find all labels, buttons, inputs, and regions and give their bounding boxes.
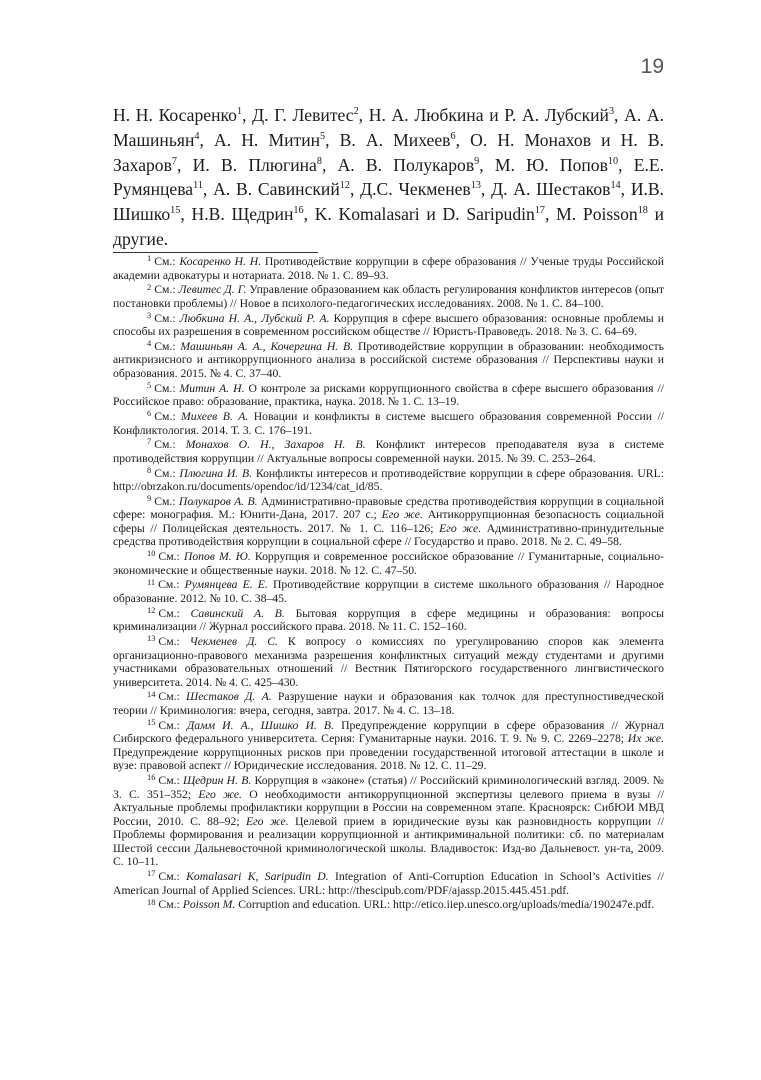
footnote-prefix: См.:: [154, 311, 180, 325]
footnote-author: Попов М. Ю.: [183, 550, 251, 564]
footnote-ref: 10: [607, 155, 619, 167]
footnote-text: О контроле за рисками коррупционного свойства в сфере высшего образования // Российское право: образование, практика, наука. 2018. № 1. С. 13–19.: [113, 381, 664, 409]
footnote-number: 8: [147, 464, 152, 475]
cited-author: М. Ю. Попов: [494, 154, 608, 175]
footnote-ref: 17: [534, 205, 545, 217]
footnote-prefix: См.:: [158, 898, 183, 912]
footnote-author: Дамм И. А., Шишко И. В.: [186, 718, 334, 732]
footnote-prefix: См.:: [154, 438, 186, 452]
cited-author: M. Poisson: [556, 204, 638, 225]
footnote-author: Митин А. Н.: [179, 381, 245, 395]
footnote: [113, 438, 664, 465]
footnote-author: Румянцева Е. Е.: [184, 578, 268, 592]
footnote-number: 16: [147, 772, 156, 783]
footnote-prefix: См.:: [154, 283, 179, 297]
body-paragraph: Н. Н. Косаренко$^1$, Д. Г. Левитес$^2$, Н. А. Любкина и Р. А. Лубский$^3$, А. А. Машиньян$^4$, А. Н. Митин$^5$, В. А. Михеев$^6$, О. Н. Монахов и Н. В. Захаров$^7$, И. В. Плюгина$^8$, А. В. Полукаров$^9$, М. Ю. Попов$^{10}$, Е.Е. Румянцева$^{11}$, А. В. Савинский$^{12}$, Д.С. Чекменев$^{13}$, Д. А. Шестаков$^{14}$, И.В. Шишко$^{15}$, Н.В. Щедрин$^{16}$, K. Komalasari и D. Saripudin$^{17}$, M. Poisson$^{18}$ и другие.: [113, 105, 665, 249]
footnote-text: Новации и конфликты в системе высшего образования современной России // Конфликтология. 2014. Т. 3. С. 176–191.: [113, 409, 664, 437]
footnote-ref: 6: [450, 130, 456, 142]
footnote: [113, 495, 664, 549]
cited-author: Е.Е. Румянцева: [113, 154, 665, 200]
footnote: [113, 283, 664, 310]
footnote-text: Конфликты интересов и противодействие коррупции в сфере образования. URL: http://obrzakon.ru/documents/opendoc/id/1234/cat_id/85.: [113, 466, 664, 494]
footnote-ref: 18: [637, 205, 648, 217]
footnote: [113, 604, 664, 634]
cited-author: Д. А. Шестаков: [491, 179, 611, 200]
footnote-text: Противодействие коррупции в образовании: необходимость антикризисного и антикоррупционного анализа в российской системе образования // Перспективы науки и образования. 2015. № 4. С. 37–40.: [113, 339, 664, 380]
footnote-number: 12: [147, 604, 156, 615]
footnotes-list: [113, 255, 664, 913]
footnote-text: Административно-правовые средства противодействия коррупции в социальной сфере: монография. М.: Юнити-Дана, 2017. 207 с.;: [113, 494, 665, 522]
footnote-author: Косаренко Н. Н.: [179, 255, 262, 268]
footnote-number: 5: [147, 379, 152, 390]
footnote-text: Целевой прием в юридические вузы как разновидность коррупции // Проблемы формирования и реализации коррупционной и антикриминальной политики: сб. по материалам Шестой сессии Дальневосточной криминологической школы. Владивосток: Изд-во Дальневост. ун-та, 2009. С. 10–11.: [113, 814, 664, 869]
cited-author: Д.С. Чекменев: [360, 179, 471, 200]
footnote-ref: 16: [293, 205, 304, 217]
footnote-ref: 5: [320, 130, 326, 142]
footnote-prefix: См.:: [158, 774, 183, 788]
footnote-author: Левитес Д. Г.: [178, 283, 247, 297]
footnote-prefix: См.:: [158, 718, 187, 732]
footnote-prefix: См.:: [154, 494, 179, 508]
cited-author: Н. А. Любкина и Р. А. Лубский: [368, 105, 609, 125]
footnote-number: 10: [147, 548, 156, 559]
footnote-prefix: См.:: [154, 255, 180, 268]
footnote-italic-ref: Его же.: [439, 521, 482, 535]
footnote-author: Любкина Н. А., Лубский Р. А.: [179, 311, 330, 325]
footnote-text: Предупреждение коррупционных рисков при проведении государственной итоговой аттестации в школе и вузе: правовой аспект // Юридические исследования. 2018. № 12. С. 11–29.: [113, 745, 664, 773]
footnote-ref: 7: [171, 155, 177, 167]
footnote-number: 6: [147, 408, 152, 419]
cited-author: А. В. Савинский: [213, 179, 340, 200]
cited-author: А. В. Полукаров: [337, 154, 475, 175]
footnote-number: 2: [147, 281, 152, 292]
cited-author: А. Н. Митин: [214, 129, 321, 150]
footnote-author: Машиньян А. А., Кочергина Н. В.: [180, 339, 354, 353]
cited-author: В. А. Михеев: [339, 129, 451, 150]
footnote-number: 11: [147, 576, 156, 587]
paragraph-ending: и другие.: [113, 204, 665, 249]
footnote-text: Предупреждение коррупции в сфере образования // Журнал Сибирского федерального университета. Серия: Гуманитарные науки. 2016. Т. 9. № 9. С. 2269–2278;: [113, 718, 664, 746]
footnote-ref: 12: [339, 180, 350, 192]
footnote-number: 4: [147, 338, 152, 349]
footnote-author: Komalasari K, Saripudin D.: [186, 870, 329, 884]
cited-author: Н.В. Щедрин: [191, 204, 294, 225]
footnote-text: Конфликт интересов преподавателя вуза в системе противодействия коррупции // Актуальные вопросы современной науки. 2015. № 39. С. 253–264.: [113, 438, 664, 465]
footnote-author: Плюгина И. В.: [179, 466, 253, 480]
cited-author: А. А. Машиньян: [113, 105, 665, 150]
footnote-ref: 4: [194, 130, 200, 142]
footnote-number: 15: [147, 716, 156, 727]
footnote-ref: 1: [236, 106, 243, 118]
footnote-text: К вопросу о комиссиях по урегулированию споров как элемента организационно-правового механизма разрешения конфликтных ситуаций между студентами и другими участниками образовательных отношений // Вестник Пятигорского государственного лингвистического университета. 2014. № 4. С. 425–430.: [113, 635, 664, 689]
footnote-prefix: См.:: [158, 578, 185, 592]
footnote: [113, 379, 664, 409]
footnote-author: Щедрин Н. В.: [182, 774, 252, 788]
footnote: [113, 898, 664, 912]
footnote-text: Противодействие коррупции в сфере образования // Ученые труды Российской академии адвокатуры и нотариата. 2018. № 1. С. 89–93.: [113, 255, 664, 282]
footnote-prefix: См.:: [158, 550, 184, 564]
footnote-author: Савинский А. В.: [190, 606, 285, 620]
footnote-text: Коррупция и современное российское образование // Гуманитарные, социально-экономические и общественные науки. 2018. № 12. С. 47–50.: [113, 550, 664, 577]
footnote-prefix: См.:: [154, 409, 182, 423]
footnote: [113, 464, 664, 494]
footnote-ref: 3: [608, 106, 615, 118]
cited-author: K. Komalasari и D. Saripudin: [314, 204, 535, 225]
footnote-italic-ref: Их же.: [627, 732, 664, 746]
footnote-prefix: См.:: [158, 870, 187, 884]
footnote: [113, 635, 664, 689]
cited-author: Н. Н. Косаренко: [113, 105, 237, 125]
footnote-author: Шестаков Д. А.: [186, 690, 272, 704]
footnote-number: 14: [147, 688, 156, 699]
footnote-italic-ref: Его же.: [245, 814, 289, 828]
footnote-text: Corruption and education. URL: http://etico.iiep.unesco.org/uploads/media/190247e.pdf.: [235, 898, 655, 912]
footnote-prefix: См.:: [158, 635, 190, 649]
page-number: 19: [640, 55, 664, 78]
footnote-text: Антикоррупционная безопасность социальной сферы // Полицейская деятельность. 2017. № 1. С. 116–126;: [113, 508, 664, 535]
footnote-separator: [113, 252, 318, 253]
footnote-text: Противодействие коррупции в системе школьного образования // Народное образование. 2012. № 10. С. 38–45.: [113, 578, 664, 605]
footnote-author: Poisson M.: [182, 898, 236, 912]
footnote-ref: 9: [474, 155, 480, 167]
footnote-author: Чекменев Д. С.: [189, 635, 278, 649]
footnote-text: Административно-принудительные средства противодействия коррупции в социальной сфере // Государство и право. 2018. № 2. С. 49–58.: [113, 521, 664, 549]
footnote-ref: 15: [170, 205, 181, 217]
cited-author: Д. Г. Левитес: [252, 105, 354, 125]
footnote-text: Бытовая коррупция в сфере медицины и образования: вопросы криминализации // Журнал российского права. 2018. № 11. С. 152–160.: [113, 606, 664, 634]
footnote: [113, 550, 664, 577]
footnote-prefix: См.:: [158, 606, 191, 620]
footnote-italic-ref: Его же.: [381, 508, 423, 522]
footnote-prefix: См.:: [154, 339, 181, 353]
footnote-text: Управление образованием как область регулирования конфликтов интересов (опыт постановки проблемы) // Новое в психолого-педагогических исследованиях. 2008. № 1. С. 84–100.: [113, 283, 664, 310]
footnote-number: 3: [147, 309, 152, 320]
footnote-number: 17: [147, 868, 156, 879]
footnote-ref: 2: [353, 106, 359, 118]
footnote-number: 7: [147, 436, 152, 447]
footnote: [113, 870, 664, 897]
footnote-text: Разрушение науки и образования как толчок для преступностиведческой теории // Криминология: вчера, сегодня, завтра. 2017. № 4. С. 13–18.: [113, 690, 664, 717]
footnote-italic-ref: Его же.: [198, 787, 242, 801]
footnote: [113, 309, 664, 339]
footnote-number: 9: [147, 493, 152, 504]
footnote-prefix: См.:: [154, 381, 180, 395]
footnote-author: Михеев В. А.: [181, 409, 249, 423]
footnote-number: 13: [147, 633, 156, 644]
footnote-text: О необходимости антикоррупционной экспертизы целевого приема в вузы // Актуальные проблемы профилактики коррупции в России на современном этапе. Красноярск: СибЮИ МВД России, 2010. С. 88–92;: [113, 787, 664, 828]
footnote-ref: 14: [610, 180, 621, 192]
footnote-prefix: См.:: [154, 466, 180, 480]
footnote-text: Integration of Anti-Corruption Education in School’s Activities // American Journal of Applied Sciences. URL: http://thescipub.com/PDF/ajassp.2015.445.451.pdf.: [113, 870, 664, 897]
footnote-text: Коррупция в сфере высшего образования: основные проблемы и способы их разрешения в современном российском обществе // Юристъ-Правоведъ. 2018. № 3. С. 64–69.: [113, 311, 664, 339]
footnote-ref: 8: [316, 155, 322, 167]
footnote-number: 1: [147, 253, 152, 264]
footnote-author: Полукаров А. В.: [178, 494, 258, 508]
footnote-author: Монахов О. Н., Захаров Н. В.: [185, 438, 366, 452]
footnote-text: Коррупция в «законе» (статья) // Российский криминологический взгляд. 2009. № 3. С. 351–352;: [113, 774, 664, 801]
footnote: [113, 690, 664, 717]
cited-author: О. Н. Монахов и Н. В. Захаров: [113, 129, 665, 175]
footnote: [113, 578, 664, 605]
cited-author: И.В. Шишко: [113, 179, 665, 225]
footnote-ref: 11: [193, 180, 203, 192]
footnote-prefix: См.:: [158, 690, 186, 704]
footnote: [113, 410, 664, 437]
cited-author: И. В. Плюгина: [192, 154, 317, 175]
footnote: [113, 255, 664, 282]
footnote-number: 18: [147, 896, 156, 907]
footnote: [113, 774, 664, 869]
footnote-ref: 13: [470, 180, 481, 192]
footnote: [113, 716, 664, 773]
footnote: [113, 340, 664, 381]
